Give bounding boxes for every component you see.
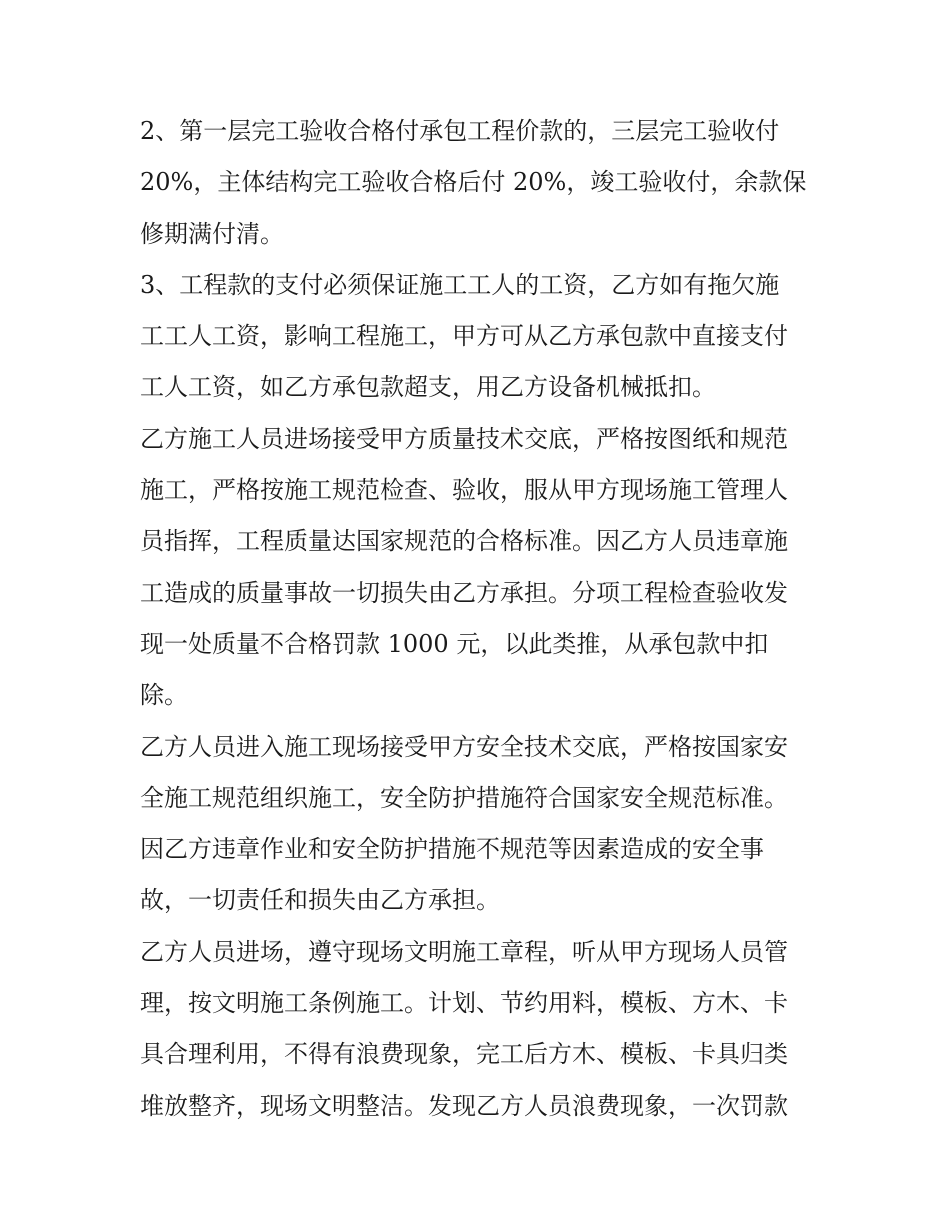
text-line: 全施工规范组织施工，安全防护措施符合国家安全规范标准。 [140,783,788,812]
text-line: 修期满付清。 [140,219,284,248]
document-body [140,106,820,1132]
text-line: 3、工程款的支付必须保证施工工人的工资，乙方如有拖欠施 [140,270,780,299]
text-line: 具合理利用，不得有浪费现象，完工后方木、模板、卡具归类 [140,1040,788,1069]
text-line: 工造成的质量事故一切损失由乙方承担。分项工程检查验收发 [140,578,788,607]
text-line: 乙方人员进场，遵守现场文明施工章程，听从甲方现场人员管 [140,937,788,966]
text-line: 除。 [140,681,188,710]
text-line: 现一处质量不合格罚款 1000 元，以此类推，从承包款中扣 [140,629,769,658]
text-line: 工工人工资，影响工程施工，甲方可从乙方承包款中直接支付 [140,322,788,351]
text-line: 故，一切责任和损失由乙方承担。 [140,886,500,915]
text-line: 乙方施工人员进场接受甲方质量技术交底，严格按图纸和规范 [140,424,788,453]
text-line: 理，按文明施工条例施工。计划、节约用料，模板、方木、卡 [140,989,788,1018]
text-line: 施工，严格按施工规范检查、验收，服从甲方现场施工管理人 [140,476,788,505]
text-line: 因乙方违章作业和安全防护措施不规范等因素造成的安全事 [140,835,764,864]
text-line: 乙方人员进入施工现场接受甲方安全技术交底，严格按国家安 [140,732,788,761]
text-line: 堆放整齐，现场文明整洁。发现乙方人员浪费现象，一次罚款 [140,1091,788,1120]
text-line: 员指挥，工程质量达国家规范的合格标准。因乙方人员违章施 [140,527,788,556]
text-line: 2、第一层完工验收合格付承包工程价款的，三层完工验收付 [140,117,780,145]
text-line: 20%，主体结构完工验收合格后付 20%，竣工验收付，余款保 [140,168,807,197]
text-line: 工人工资，如乙方承包款超支，用乙方设备机械抵扣。 [140,373,716,402]
